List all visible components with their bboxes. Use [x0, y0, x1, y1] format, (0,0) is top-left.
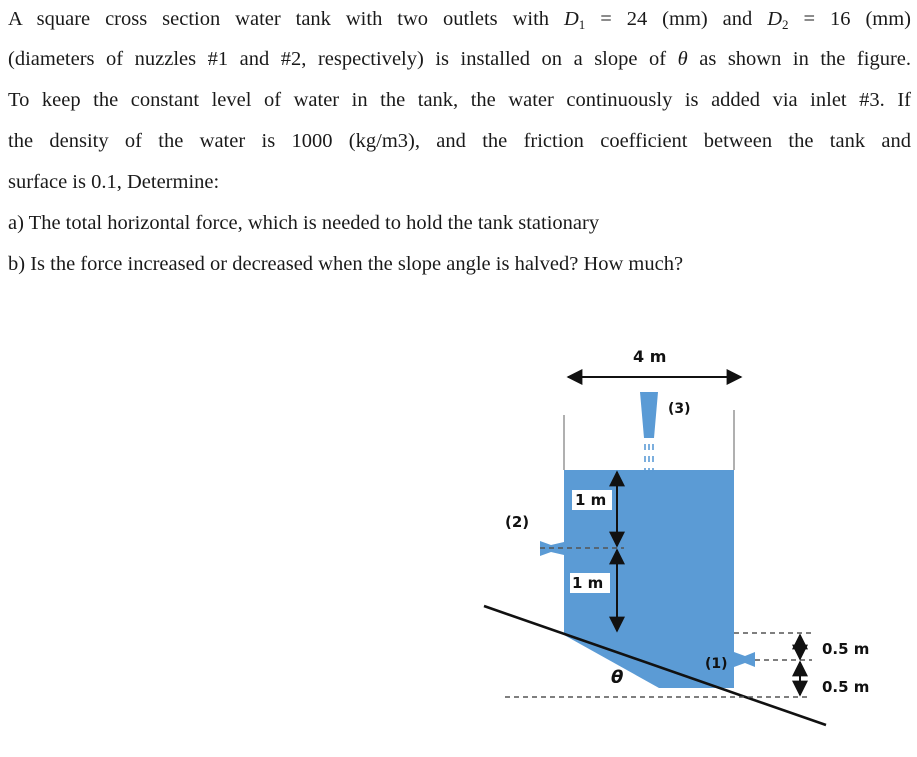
right-lower-label: 0.5 m	[822, 678, 870, 696]
slope-angle-label: θ	[611, 667, 624, 688]
problem-line-3: To keep the constant level of water in the tank, the water continuously is added via inlet #3. If	[8, 89, 911, 111]
problem-line-5: surface is 0.1, Determine:	[8, 171, 220, 193]
line2-end: as shown in the figure.	[687, 48, 912, 70]
question-part-a: a) The total horizontal force, which is needed to hold the tank stationary	[8, 212, 600, 234]
right-upper-label: 0.5 m	[822, 640, 870, 658]
inlet-3-stream	[640, 392, 658, 438]
theta-symbol: θ	[677, 48, 688, 70]
question-part-b: b) Is the force increased or decreased when the slope angle is halved? How much?	[8, 253, 684, 275]
d2-symbol: $D_2$	[767, 8, 789, 32]
d1-value: = 24 (mm) and	[585, 8, 768, 30]
inlet-3-drops	[645, 444, 653, 472]
nozzle-2-label: (2)	[505, 513, 530, 531]
nozzle-1	[734, 652, 755, 667]
lower-height-label: 1 m	[572, 574, 604, 592]
width-label: 4 m	[633, 347, 667, 366]
d1-symbol: $D_1$	[563, 8, 586, 32]
problem-line-4: the density of the water is 1000 (kg/m3), and the friction coefficient between the tank and	[8, 130, 911, 152]
inlet-3-label: (3)	[668, 401, 691, 417]
nozzle-1-label: (1)	[705, 656, 728, 672]
line2-text: (diameters of nuzzles #1 and #2, respectively) is installed on a slope of	[8, 48, 678, 70]
d2-value: = 16 (mm)	[788, 8, 911, 30]
intro-text: A square cross section water tank with two outlets with	[8, 8, 564, 30]
upper-height-label: 1 m	[575, 491, 607, 509]
